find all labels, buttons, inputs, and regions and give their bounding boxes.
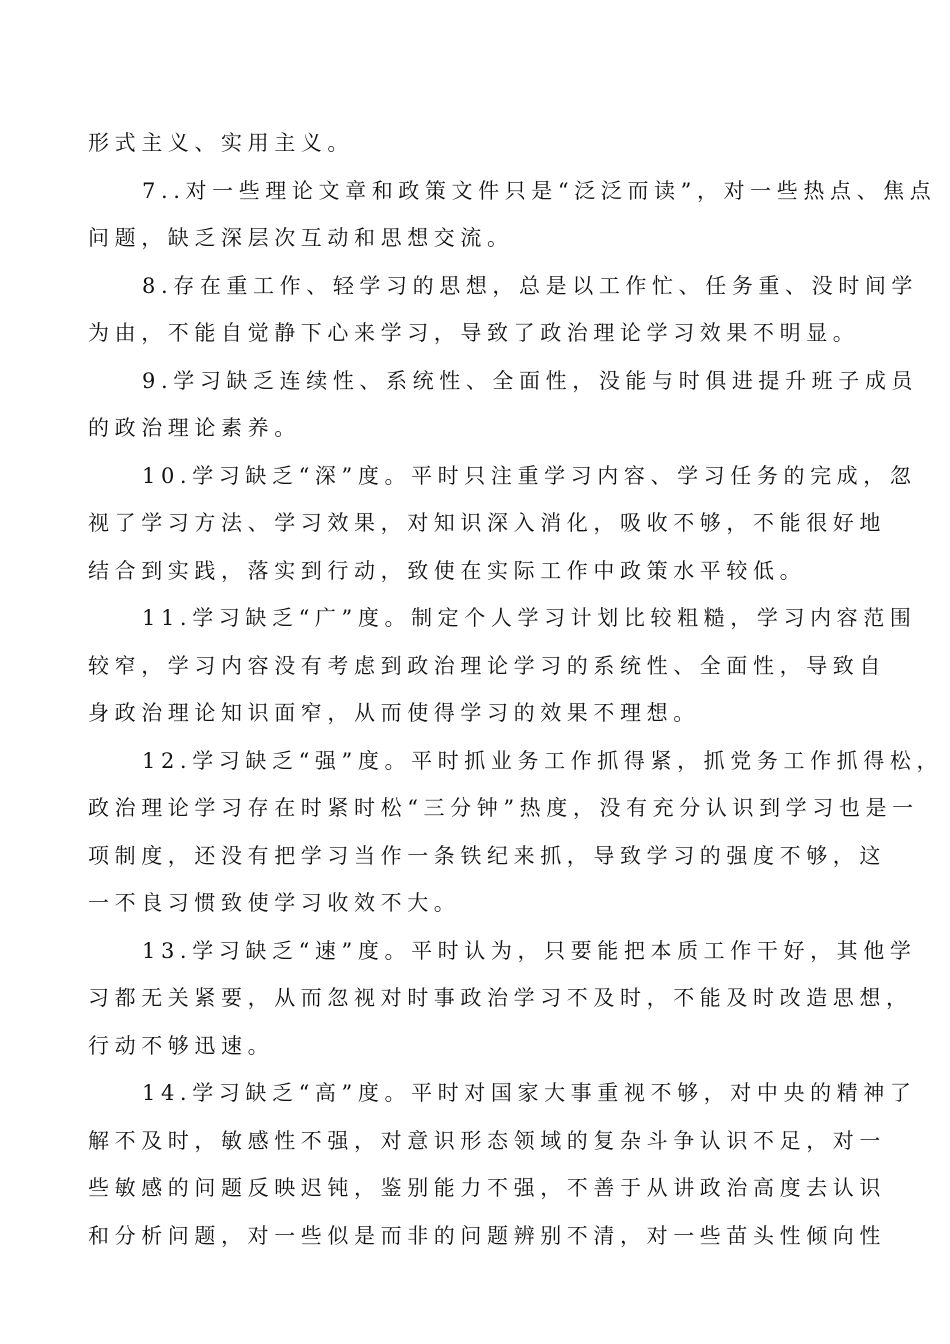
- text-line: 的政治理论素养。: [88, 416, 301, 440]
- text-line: 较窄，学习内容没有考虑到政治理论学习的系统性、全面性，导致自: [88, 653, 886, 678]
- paragraph-6-continuation: [88, 120, 864, 168]
- text-line: 些敏感的问题反映迟钝，鉴别能力不强，不善于从讲政治高度去认识: [88, 1176, 886, 1200]
- paragraph-13: [88, 928, 917, 1071]
- paragraph-7: [88, 168, 937, 263]
- text-line: 项制度，还没有把学习当作一条铁纪来抓，导致学习的强度不够，这: [88, 843, 886, 868]
- text-line: 13.学习缺乏“速”度。平时认为，只要能把本质工作干好，其他学: [142, 938, 917, 963]
- text-line: 行动不够迅速。: [88, 1033, 275, 1058]
- paragraph-8: [88, 263, 919, 358]
- text-line: 12.学习缺乏“强”度。平时抓业务工作抓得紧，抓党务工作抓得松，: [142, 748, 944, 773]
- text-line: 11.学习缺乏“广”度。制定个人学习计划比较粗糙，学习内容范围: [142, 606, 917, 630]
- text-line: 10.学习缺乏“深”度。平时只注重学习内容、学习任务的完成，忽: [142, 463, 917, 488]
- text-line: 7..对一些理论文章和政策文件只是“泛泛而读”，对一些热点、焦点: [142, 178, 937, 203]
- paragraph-14: [88, 1070, 917, 1260]
- text-line: 视了学习方法、学习效果，对知识深入消化，吸收不够，不能很好地: [88, 511, 886, 535]
- paragraph-10: [88, 453, 917, 596]
- text-line: 14.学习缺乏“高”度。平时对国家大事重视不够，对中央的精神了: [142, 1081, 917, 1105]
- text-line: 9.学习缺乏连续性、系统性、全面性，没能与时俱进提升班子成员: [142, 368, 919, 393]
- text-line: 一不良习惯致使学习收效不大。: [88, 891, 461, 915]
- text-line: 习都无关紧要，从而忽视对时事政治学习不及时，不能及时改造思想，: [88, 986, 913, 1010]
- text-line: 结合到实践，落实到行动，致使在实际工作中政策水平较低。: [88, 558, 807, 583]
- paragraph-12: [88, 738, 944, 928]
- text-line: 为由，不能自觉静下心来学习，导致了政治理论学习效果不明显。: [88, 321, 860, 345]
- text-line: 形式主义、实用主义。: [88, 131, 354, 155]
- text-line: 和分析问题，对一些似是而非的问题辨别不清，对一些苗头性倾向性: [88, 1223, 886, 1248]
- document-body: [88, 120, 944, 1260]
- paragraph-9: [88, 358, 919, 453]
- text-line: 8.存在重工作、轻学习的思想，总是以工作忙、任务重、没时间学: [142, 273, 919, 298]
- text-line: 政治理论学习存在时紧时松“三分钟”热度，没有充分认识到学习也是一: [88, 796, 919, 820]
- text-line: 身政治理论知识面窄，从而使得学习的效果不理想。: [88, 701, 700, 725]
- text-line: 解不及时，敏感性不强，对意识形态领域的复杂斗争认识不足，对一: [88, 1128, 886, 1153]
- paragraph-11: [88, 595, 917, 738]
- text-line: 问题，缺乏深层次互动和思想交流。: [88, 226, 514, 250]
